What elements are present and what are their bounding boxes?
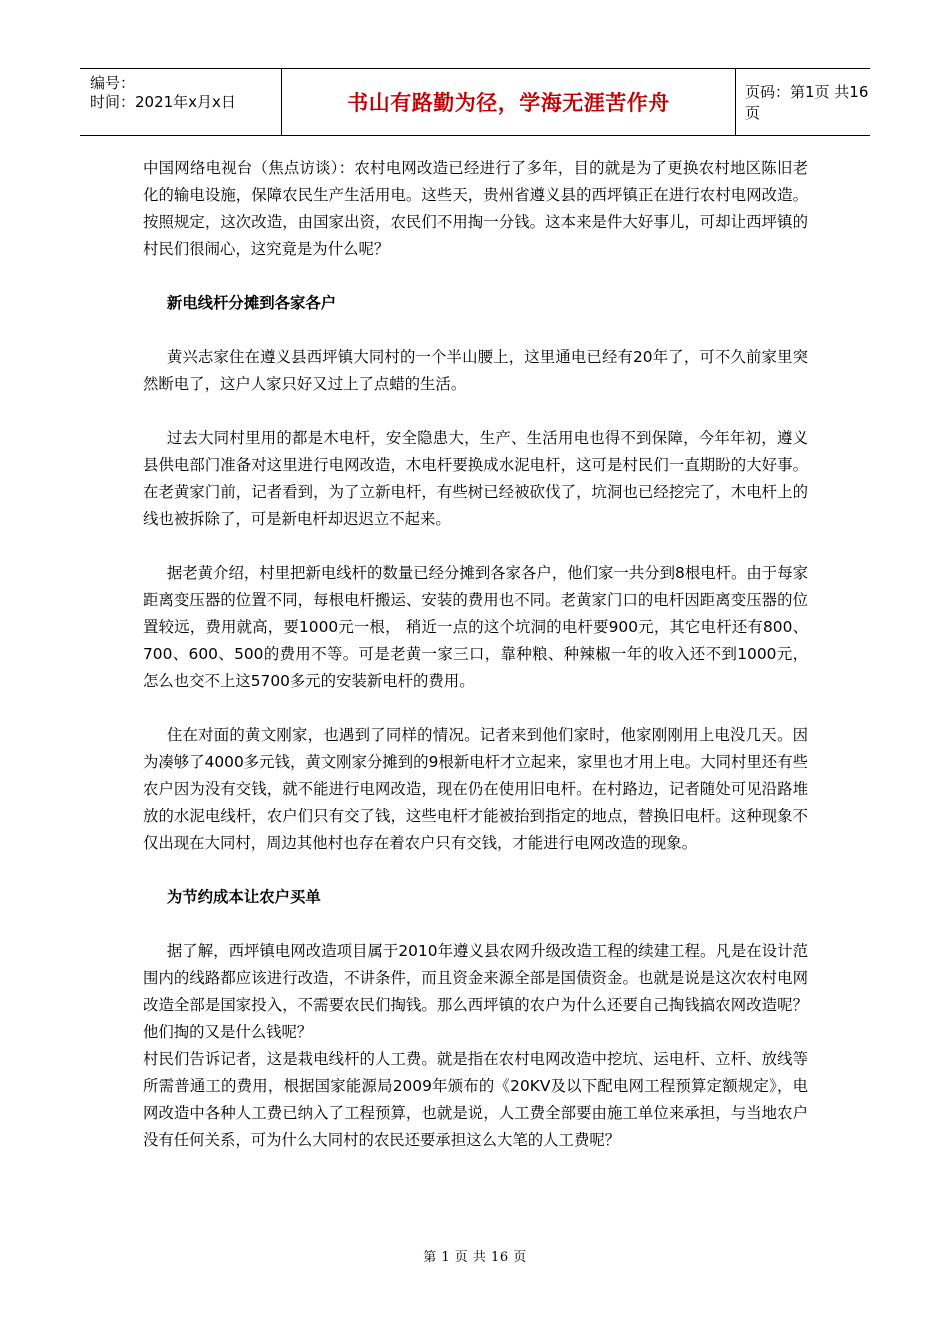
- document-body: [143, 155, 808, 1154]
- document-date-label: 时间：2021年x月x日: [90, 93, 236, 111]
- document-header: [80, 68, 870, 136]
- section-heading-2: 为节约成本让农户买单: [166, 888, 321, 906]
- paragraph: 据老黄介绍，村里把新电线杆的数量已经分摊到各家各户，他们家一共分到8根电杆。由于每家距离变压器的位置不同，每根电杆搬运、安装的费用也不同。老黄家门口的电杆因距离变压器的位置较远，费用就高，要1000元一根， 稍近一点的这个坑洞的电杆要900元，其它电杆还有800、700、600、500的费用不等。可是老黄一家三口，靠种粮、种辣椒一年的收入还不到1000元，怎么也交不上这5700多元的安装新电杆的费用。: [143, 564, 808, 690]
- paragraph: 过去大同村里用的都是木电杆，安全隐患大，生产、生活用电也得不到保障，今年年初，遵义县供电部门准备对这里进行电网改造，木电杆要换成水泥电杆，这可是村民们一直期盼的大好事。在老黄家门前，记者看到，为了立新电杆，有些树已经被砍伐了，坑洞也已经挖完了，木电杆上的线也被拆除了，可是新电杆却迟迟立不起来。: [143, 429, 808, 528]
- paragraph: 村民们告诉记者，这是栽电线杆的人工费。就是指在农村电网改造中挖坑、运电杆、立杆、放线等所需普通工的费用，根据国家能源局2009年颁布的《20KV及以下配电网工程预算定额规定》，电网改造中各种人工费已纳入了工程预算，也就是说，人工费全部要由施工单位来承担，与当地农户没有任何关系，可为什么大同村的农民还要承担这么大笔的人工费呢？: [143, 1050, 808, 1149]
- document-number-label: 编号：: [90, 74, 136, 92]
- header-left-cell: [80, 69, 282, 135]
- paragraph-intro: 中国网络电视台（焦点访谈）：农村电网改造已经进行了多年，目的就是为了更换农村地区陈旧老化的输电设施，保障农民生产生活用电。这些天，贵州省遵义县的西坪镇正在进行农村电网改造。按照规定，这次改造，由国家出资，农民们不用掏一分钱。这本来是件大好事儿，可却让西坪镇的村民们很闹心，这究竟是为什么呢？: [143, 159, 808, 258]
- paragraph: 黄兴志家住在遵义县西坪镇大同村的一个半山腰上，这里通电已经有20年了，可不久前家里突然断电了，这户人家只好又过上了点蜡的生活。: [143, 348, 808, 393]
- paragraph: 据了解，西坪镇电网改造项目属于2010年遵义县农网升级改造工程的续建工程。凡是在设计范围内的线路都应该进行改造，不讲条件，而且资金来源全部是国债资金。也就是说是这次农村电网改造全部是国家投入，不需要农民们掏钱。那么西坪镇的农户为什么还要自己掏钱搞农网改造呢？他们掏的又是什么钱呢？: [143, 942, 808, 1041]
- header-motto: 书山有路勤为径，学海无涯苦作舟: [282, 69, 736, 135]
- paragraph: 住在对面的黄文刚家，也遇到了同样的情况。记者来到他们家时，他家刚刚用上电没几天。因为凑够了4000多元钱，黄文刚家分摊到的9根新电杆才立起来，家里也才用上电。大同村里还有些农户因为没有交钱，就不能进行电网改造，现在仍在使用旧电杆。在村路边，记者随处可见沿路堆放的水泥电线杆，农户们只有交了钱，这些电杆才能被抬到指定的地点，替换旧电杆。这种现象不仅出现在大同村，周边其他村也存在着农户只有交钱，才能进行电网改造的现象。: [143, 726, 808, 852]
- header-page-label: 页码：第1页 共16页: [745, 83, 869, 122]
- page-footer: 第 1 页 共 16 页: [423, 1250, 527, 1265]
- section-heading-1: 新电线杆分摊到各家各户: [166, 294, 337, 312]
